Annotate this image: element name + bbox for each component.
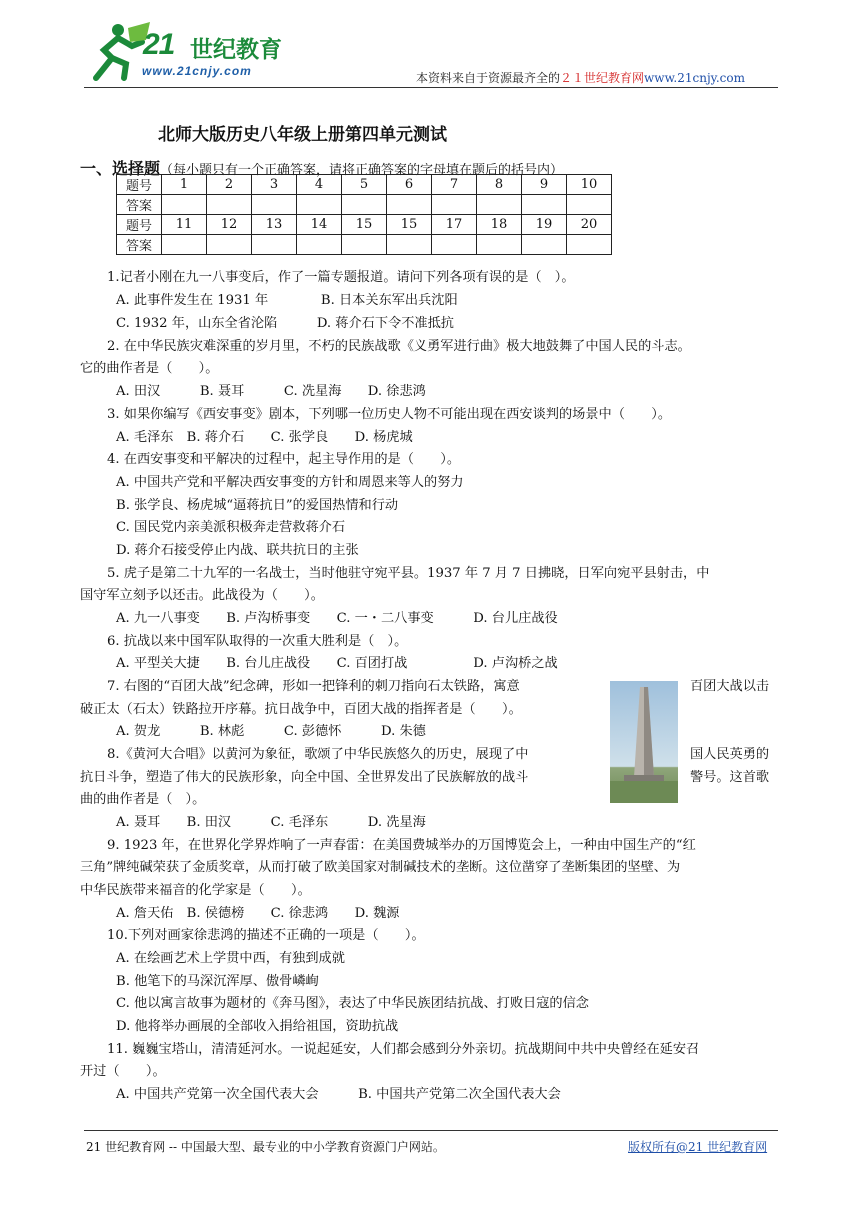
answer-cell[interactable] xyxy=(477,195,522,215)
question-number: 13 xyxy=(252,215,297,235)
logo-chinese: 世纪教育 xyxy=(190,37,282,63)
question-number: 11 xyxy=(162,215,207,235)
question-text: 7. 右图的“百团大战”纪念碑，形如一把锋利的刺刀指向石太铁路，寓意 xyxy=(107,679,520,694)
question-text: 8.《黄河大合唱》以黄河为象征，歌颂了中华民族悠久的历史，展现了中 xyxy=(107,747,529,762)
answer-cell[interactable] xyxy=(567,195,612,215)
question-text: 曲的曲作者是（ ）。 xyxy=(80,792,206,807)
monument-photo xyxy=(610,681,678,803)
footer-copyright-link[interactable]: 版权所有@21 世纪教育网 xyxy=(628,1140,768,1154)
option-line: D. 他将举办画展的全部收入捐给祖国，资助抗战 xyxy=(116,1019,399,1034)
question-text: 破正太（石太）铁路拉开序幕。抗日战争中，百团大战的指挥者是（ ）。 xyxy=(80,702,522,717)
answer-cell[interactable] xyxy=(387,195,432,215)
question-text: 1.记者小刚在九一八事变后，作了一篇专题报道。请问下列各项有误的是（ ）。 xyxy=(107,270,575,285)
question-number: 15 xyxy=(342,215,387,235)
question-text: 国守军立刻予以还击。此战役为（ ）。 xyxy=(80,588,324,603)
option-line: C. 国民党内亲美派积极奔走营救蒋介石 xyxy=(116,520,346,535)
answer-cell[interactable] xyxy=(387,235,432,255)
question-number: 8 xyxy=(477,175,522,195)
row-label: 答案 xyxy=(117,235,162,255)
answer-cell[interactable] xyxy=(207,195,252,215)
answer-cell[interactable] xyxy=(522,235,567,255)
question-text: 4. 在西安事变和平解决的过程中，起主导作用的是（ ）。 xyxy=(107,452,461,467)
question-text: 5. 虎子是第二十九军的一名战士，当时他驻守宛平县。1937 年 7 月 7 日拂晓，日军向宛平县射击，中 xyxy=(107,566,710,581)
question-text: 开过（ ）。 xyxy=(80,1064,166,1079)
source-url-link[interactable]: www.21cnjy.com xyxy=(644,71,745,85)
option-line: A. 九一八事变 B. 卢沟桥事变 C. 一・二八事变 D. 台儿庄战役 xyxy=(116,611,558,626)
question-text: 6. 抗战以来中国军队取得的一次重大胜利是（ ）。 xyxy=(107,634,408,649)
option-line: A. 贺龙 B. 林彪 C. 彭德怀 D. 朱德 xyxy=(116,724,426,739)
answer-cell[interactable] xyxy=(432,235,477,255)
question-text: 3. 如果你编写《西安事变》剧本，下列哪一位历史人物不可能出现在西安谈判的场景中（ ）。 xyxy=(107,407,672,422)
question-number: 5 xyxy=(342,175,387,195)
option-line: A. 詹天佑 B. 侯德榜 C. 徐悲鸿 D. 魏源 xyxy=(116,906,400,921)
header-rule xyxy=(84,87,778,88)
question-number: 17 xyxy=(432,215,477,235)
obelisk-image-icon xyxy=(610,681,678,803)
answer-cell[interactable] xyxy=(252,195,297,215)
footer-text: 21 世纪教育网 -- 中国最大型、最专业的中小学教育资源门户网站。 xyxy=(86,1140,445,1154)
answer-cell[interactable] xyxy=(432,195,477,215)
source-prefix: 本资料来自于资源最齐全的 xyxy=(416,71,561,85)
question-text: 国人民英勇的 xyxy=(690,747,770,762)
header-source xyxy=(416,69,745,86)
question-number: 2 xyxy=(207,175,252,195)
option-line: B. 他笔下的马深沉浑厚、傲骨嶙峋 xyxy=(116,974,319,989)
option-line: A. 聂耳 B. 田汉 C. 毛泽东 D. 冼星海 xyxy=(116,815,426,830)
logo-url: www.21cnjy.com xyxy=(142,64,252,78)
question-text: 三角”牌纯碱荣获了金质奖章，从而打破了欧美国家对制碱技术的垄断。这位凿穿了垄断集团的坚壁、为 xyxy=(80,860,681,875)
answer-cell[interactable] xyxy=(162,235,207,255)
question-text: 9. 1923 年，在世界化学界炸响了一声春雷：在美国费城举办的万国博览会上，一种由中国生产的“红 xyxy=(107,838,696,853)
source-site: ２１世纪教育网 xyxy=(560,71,645,85)
question-number: 9 xyxy=(522,175,567,195)
question-text: 中华民族带来福音的化学家是（ ）。 xyxy=(80,883,311,898)
table-row xyxy=(117,215,612,235)
answer-cell[interactable] xyxy=(342,235,387,255)
question-text: 抗日斗争，塑造了伟大的民族形象，向全中国、全世界发出了民族解放的战斗 xyxy=(80,770,529,785)
option-line: B. 张学良、杨虎城“逼蒋抗日”的爱国热情和行动 xyxy=(116,498,399,513)
question-number: 19 xyxy=(522,215,567,235)
table-row xyxy=(117,175,612,195)
question-number: 10 xyxy=(567,175,612,195)
question-number: 18 xyxy=(477,215,522,235)
question-number: 1 xyxy=(162,175,207,195)
section-note: （每小题只有一个正确答案，请将正确答案的字母填在题后的括号内） xyxy=(160,163,564,178)
row-label: 答案 xyxy=(117,195,162,215)
question-text: 2. 在中华民族灾难深重的岁月里，不朽的民族战歌《义勇军进行曲》极大地鼓舞了中国人民的斗志。 xyxy=(107,339,691,354)
option-line: A. 平型关大捷 B. 台儿庄战役 C. 百团打战 D. 卢沟桥之战 xyxy=(116,656,558,671)
logo-number: 21 xyxy=(143,28,175,61)
question-number: 4 xyxy=(297,175,342,195)
question-number: 14 xyxy=(297,215,342,235)
option-line: A. 毛泽东 B. 蒋介石 C. 张学良 D. 杨虎城 xyxy=(116,430,413,445)
answer-cell[interactable] xyxy=(162,195,207,215)
question-text: 10.下列对画家徐悲鸿的描述不正确的一项是（ ）。 xyxy=(107,928,425,943)
option-line: C. 他以寓言故事为题材的《奔马图》，表达了中华民族团结抗战、打败日寇的信念 xyxy=(116,996,589,1011)
option-line: A. 此事件发生在 1931 年 B. 日本关东军出兵沈阳 xyxy=(116,293,458,308)
answer-cell[interactable] xyxy=(297,235,342,255)
row-label: 题号 xyxy=(117,215,162,235)
option-line: C. 1932 年，山东全省沦陷 D. 蒋介石下令不准抵抗 xyxy=(116,316,454,331)
section-title: 一、选择题 xyxy=(80,159,161,178)
option-line: A. 中国共产党和平解决西安事变的方针和周恩来等人的努力 xyxy=(116,475,464,490)
question-number: 6 xyxy=(387,175,432,195)
table-row xyxy=(117,195,612,215)
answer-cell[interactable] xyxy=(207,235,252,255)
option-line: D. 蒋介石接受停止内战、联共抗日的主张 xyxy=(116,543,359,558)
footer-rule xyxy=(84,1130,778,1131)
question-text: 11. 巍巍宝塔山，清清延河水。一说起延安，人们都会感到分外亲切。抗战期间中共中央曾经在延安召 xyxy=(107,1042,700,1057)
option-line: A. 田汉 B. 聂耳 C. 冼星海 D. 徐悲鸿 xyxy=(116,384,426,399)
answer-cell[interactable] xyxy=(522,195,567,215)
answer-cell[interactable] xyxy=(342,195,387,215)
row-label: 题号 xyxy=(117,175,162,195)
answer-cell[interactable] xyxy=(252,235,297,255)
question-text: 百团大战以击 xyxy=(690,679,770,694)
answer-cell[interactable] xyxy=(567,235,612,255)
question-number: 20 xyxy=(567,215,612,235)
question-number: 7 xyxy=(432,175,477,195)
option-line: A. 中国共产党第一次全国代表大会 B. 中国共产党第二次全国代表大会 xyxy=(116,1087,561,1102)
question-number: 15 xyxy=(387,215,432,235)
question-number: 3 xyxy=(252,175,297,195)
question-text: 它的曲作者是（ ）。 xyxy=(80,361,219,376)
answer-cell[interactable] xyxy=(477,235,522,255)
answer-cell[interactable] xyxy=(297,195,342,215)
option-line: A. 在绘画艺术上学贯中西，有独到成就 xyxy=(116,951,345,966)
table-row xyxy=(117,235,612,255)
page-title: 北师大版历史八年级上册第四单元测试 xyxy=(158,125,447,145)
question-text: 警号。这首歌 xyxy=(690,770,770,785)
answer-table xyxy=(116,174,612,255)
question-number: 12 xyxy=(207,215,252,235)
